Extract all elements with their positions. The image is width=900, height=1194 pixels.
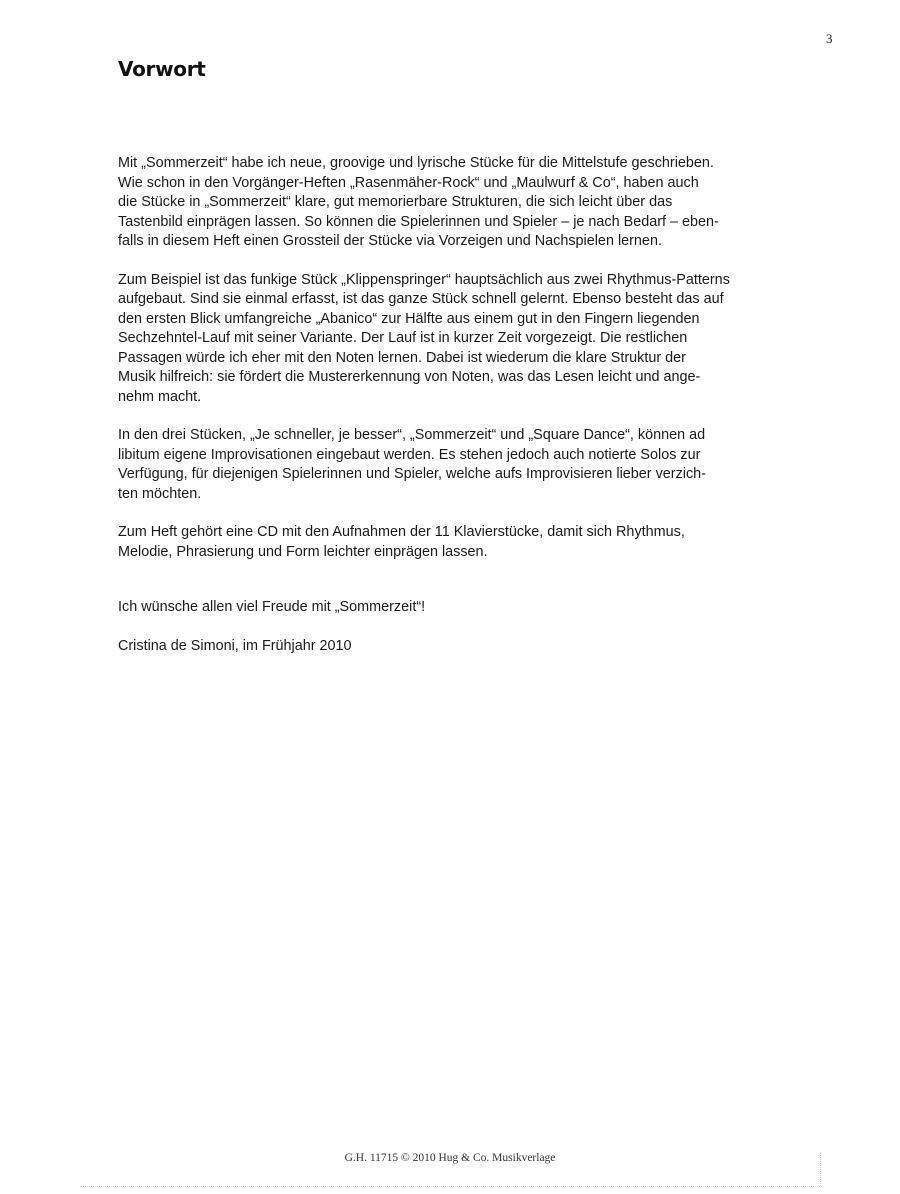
paragraph-improvisation xyxy=(118,426,778,504)
page-number: 3 xyxy=(826,31,833,46)
footer-copyright: G.H. 11715 © 2010 Hug & Co. Musikverlage xyxy=(344,1152,556,1164)
text-line: Musik hilfreich: sie fördert die Mustererkennung von Noten, was das Lesen leicht und ange- xyxy=(118,369,701,385)
text-line: Melodie, Phrasierung und Form leichter einprägen lassen. xyxy=(118,543,488,560)
closing-wish xyxy=(118,598,778,618)
text-line: Wie schon in den Vorgänger-Heften „Rasenmäher-Rock“ und „Maulwurf & Co“, haben auch xyxy=(118,174,699,191)
text-line: den ersten Blick umfangreiche „Abanico“ zur Hälfte aus einem gut in den Fingern liegenden xyxy=(118,310,700,327)
crop-rule-bottom xyxy=(80,1186,820,1187)
text-line: In den drei Stücken, „Je schneller, je besser“, „Sommerzeit“ und „Square Dance“, können ad xyxy=(118,427,706,443)
signature xyxy=(118,637,778,657)
text-line: nehm macht. xyxy=(118,388,202,405)
text-line: libitum eigene Improvisationen eingebaut werden. Es stehen jedoch auch notierte Solos zur xyxy=(118,446,701,463)
paragraph-cd xyxy=(118,523,778,562)
paragraph-example xyxy=(118,271,778,408)
text-line: ten möchten. xyxy=(118,485,202,502)
text-line: aufgebaut. Sind sie einmal erfasst, ist das ganze Stück schnell gelernt. Ebenso besteht das auf xyxy=(118,291,724,307)
text-line: Passagen würde ich eher mit den Noten lernen. Dabei ist wiederum die klare Struktur der xyxy=(118,349,686,366)
text-line: Zum Beispiel ist das funkige Stück „Klippenspringer“ hauptsächlich aus zwei Rhythmus-Patterns xyxy=(118,271,730,288)
crop-rule-right xyxy=(820,1152,821,1186)
text-line: Tastenbild einprägen lassen. So können die Spielerinnen und Spieler – je nach Bedarf – eben- xyxy=(118,213,719,230)
text-line: Mit „Sommerzeit“ habe ich neue, groovige und lyrische Stücke für die Mittelstufe geschrieben. xyxy=(118,155,714,171)
paragraph-intro xyxy=(118,154,778,252)
signature-text: Cristina de Simoni, im Frühjahr 2010 xyxy=(118,638,352,654)
text-line: Sechzehntel-Lauf mit seiner Variante. Der Lauf ist in kurzer Zeit vorgezeigt. Die restlichen xyxy=(118,330,688,346)
wish-text: Ich wünsche allen viel Freude mit „Sommerzeit“! xyxy=(118,599,426,615)
text-line: falls in diesem Heft einen Grossteil der Stücke via Vorzeigen und Nachspielen lernen. xyxy=(118,233,662,249)
text-line: die Stücke in „Sommerzeit“ klare, gut memorierbare Strukturen, die sich leicht über das xyxy=(118,194,673,210)
body-text xyxy=(118,154,778,581)
text-line: Verfügung, für diejenigen Spielerinnen und Spieler, welche aufs Improvisieren lieber verzich- xyxy=(118,466,706,482)
text-line: Zum Heft gehört eine CD mit den Aufnahmen der 11 Klavierstücke, damit sich Rhythmus, xyxy=(118,524,685,540)
page-title: Vorwort xyxy=(118,57,206,81)
